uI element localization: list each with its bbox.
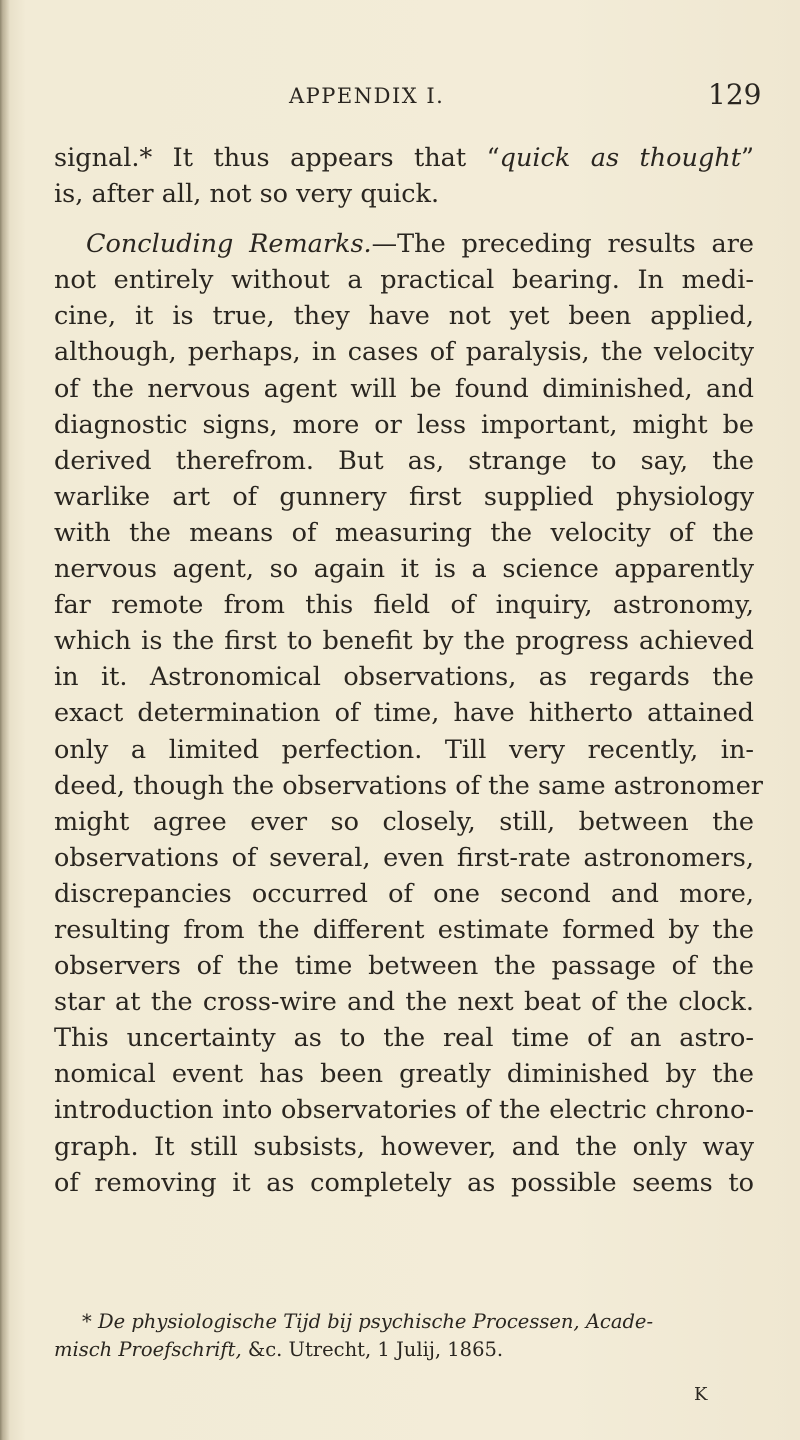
text-line: is, after all, not so very quick. [54,179,440,210]
footnote-title: De physiologische Tijd bij psychische Processen, Acade- [97,1310,654,1333]
text-line: only a limited perfection. Till very recently, in- [54,734,754,765]
text-line: discrepancies occurred of one second and more, [54,878,754,909]
text-line: resulting from the different estimate formed by the [54,914,754,945]
page-number: 129 [708,78,762,111]
text-fragment: signal.* It thus appears that “ [54,143,500,173]
body-text [54,140,763,1201]
text-line: although, perhaps, in cases of paralysis, the velocity [54,337,754,368]
text-line: of removing it as completely as possible seems to [54,1167,754,1198]
page-header [0,78,800,114]
text-line: which is the first to benefit by the progress achieved [54,626,754,657]
footnote [54,1308,754,1364]
text-fragment: —The preceding results are [371,229,754,260]
text-line: diagnostic signs, more or less important, might be [54,409,754,440]
text-line: derived therefrom. But as, strange to say, the [54,445,754,476]
text-line: with the means of measuring the velocity of the [54,517,754,548]
text-line: far remote from this field of inquiry, astronomy, [54,590,754,621]
text-line: nervous agent, so again it is a science apparently [54,554,754,585]
text-line: of the nervous agent will be found diminished, and [54,373,754,404]
text-line: exact determination of time, have hitherto attained [54,698,754,729]
footnote-title-cont: misch Proefschrift, [54,1338,242,1361]
page-gutter-shadow [0,0,10,1440]
text-line: nomical event has been greatly diminished by the [54,1059,754,1090]
footnote-marker: * [82,1310,98,1333]
paragraph-gap [54,212,754,226]
text-line: cine, it is true, they have not yet been applied, [54,301,754,332]
text-line: star at the cross-wire and the next beat of the clock. [54,987,754,1018]
text-line: introduction into observatories of the electric chrono- [54,1095,754,1126]
text-line [54,140,754,176]
text-line: observers of the time between the passage of the [54,951,754,982]
text-line: deed, though the observations of the same astronomer [54,770,763,801]
text-line [54,226,754,262]
running-head: APPENDIX I. [289,84,445,108]
text-line: might agree ever so closely, still, between the [54,806,754,837]
italic-phrase: quick as thought [499,143,741,173]
footnote-citation: &c. Utrecht, 1 Julij, 1865. [241,1338,504,1361]
text-line: observations of several, even first-rate astronomers, [54,842,754,873]
text-fragment: ” [740,143,754,173]
text-line: warlike art of gunnery first supplied physiology [54,481,754,512]
text-line: in it. Astronomical observations, as regards the [54,662,754,693]
text-line: This uncertainty as to the real time of an astro- [54,1023,754,1054]
footnote-line [54,1336,754,1364]
text-line: not entirely without a practical bearing. In medi- [54,265,754,296]
footnote-line [54,1308,754,1336]
text-line: graph. It still subsists, however, and the only way [54,1131,754,1162]
signature-mark: K [694,1384,708,1405]
section-heading: Concluding Remarks. [86,229,372,260]
